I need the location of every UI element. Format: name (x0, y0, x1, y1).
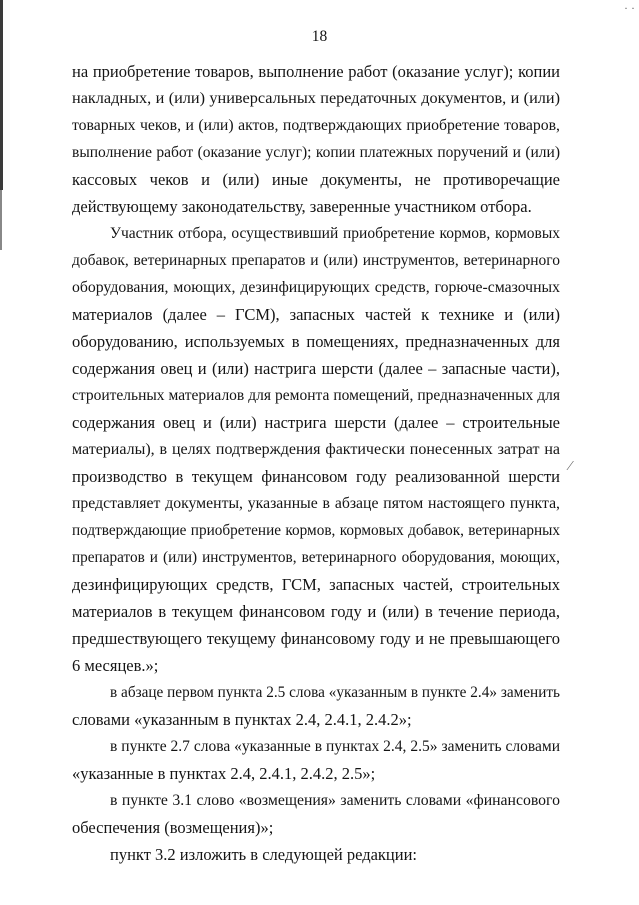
text-line: оборудованию, используемых в помещениях, предназначенных для (72, 332, 560, 351)
paragraph (72, 733, 560, 787)
text-line: в пункте 3.1 слово «возмещения» заменить словами «финансового (110, 792, 560, 809)
text-line: подтверждающие приобретение кормов, кормовых добавок, ветеринарных (72, 522, 560, 539)
text-line: материалов в текущем финансовом году и (или) в течение периода, (72, 602, 560, 621)
text-line: обеспечения (возмещения)»; (72, 818, 274, 837)
text-line: производство в текущем финансовом году реализованной шерсти (72, 467, 560, 486)
text-line: материалов (далее – ГСМ), запасных частей к технике и (или) (72, 305, 560, 324)
text-line: выполнение работ (оказание услуг); копии платежных поручений и (или) (72, 144, 560, 161)
page-number: 18 (311, 28, 328, 45)
text-line: предшествующего текущему финансовому году и не превышающего (72, 629, 560, 648)
paragraph (72, 841, 560, 868)
document-body (72, 58, 560, 868)
text-line: 6 месяцев.»; (72, 656, 159, 675)
paragraph (72, 58, 560, 220)
text-line: кассовых чеков и (или) иные документы, не противоречащие (72, 170, 560, 189)
text-line: представляет документы, указанные в абзаце пятом настоящего пункта, (72, 495, 560, 512)
paragraph (72, 787, 560, 841)
text-line: товарных чеков, и (или) актов, подтверждающих приобретение товаров, (72, 117, 560, 134)
text-line: словами «указанным в пунктах 2.4, 2.4.1, 2.4.2»; (72, 710, 412, 729)
text-line: Участник отбора, осуществивший приобретение кормов, кормовых (110, 225, 560, 242)
text-line: «указанные в пунктах 2.4, 2.4.1, 2.4.2, 2.5»; (72, 764, 376, 783)
text-line: содержания овец и (или) настрига шерсти (далее – строительные (72, 413, 560, 432)
text-line: дезинфицирующих средств, ГСМ, запасных частей, строительных (72, 575, 560, 594)
text-line: пункт 3.2 изложить в следующей редакции: (110, 845, 418, 864)
handwritten-mark: ⁄ (569, 459, 572, 474)
text-line: оборудования, моющих, дезинфицирующих средств, горюче-смазочных (72, 279, 560, 296)
scan-corner-marks: · · (624, 1, 635, 15)
text-line: препаратов и (или) инструментов, ветеринарного оборудования, моющих, (72, 549, 560, 566)
text-line: содержания овец и (или) настрига шерсти (далее – запасные части), (72, 359, 560, 378)
text-line: на приобретение товаров, выполнение работ (оказание услуг); копии (72, 62, 560, 81)
text-line: накладных, и (или) универсальных передаточных документов, и (или) (72, 89, 560, 107)
text-line: материалы), в целях подтверждения фактически понесенных затрат на (72, 441, 560, 458)
scan-edge-mark (0, 190, 2, 250)
paragraph (72, 679, 560, 733)
text-line: в пункте 2.7 слова «указанные в пунктах 2.4, 2.5» заменить словами (110, 738, 560, 755)
text-line: действующему законодательству, заверенные участником отбора. (72, 197, 532, 216)
text-line: добавок, ветеринарных препаратов и (или) инструментов, ветеринарного (72, 252, 560, 269)
paragraph (72, 220, 560, 679)
text-line: строительных материалов для ремонта помещений, предназначенных для (72, 387, 560, 404)
text-line: в абзаце первом пункта 2.5 слова «указанным в пункте 2.4» заменить (110, 684, 560, 701)
